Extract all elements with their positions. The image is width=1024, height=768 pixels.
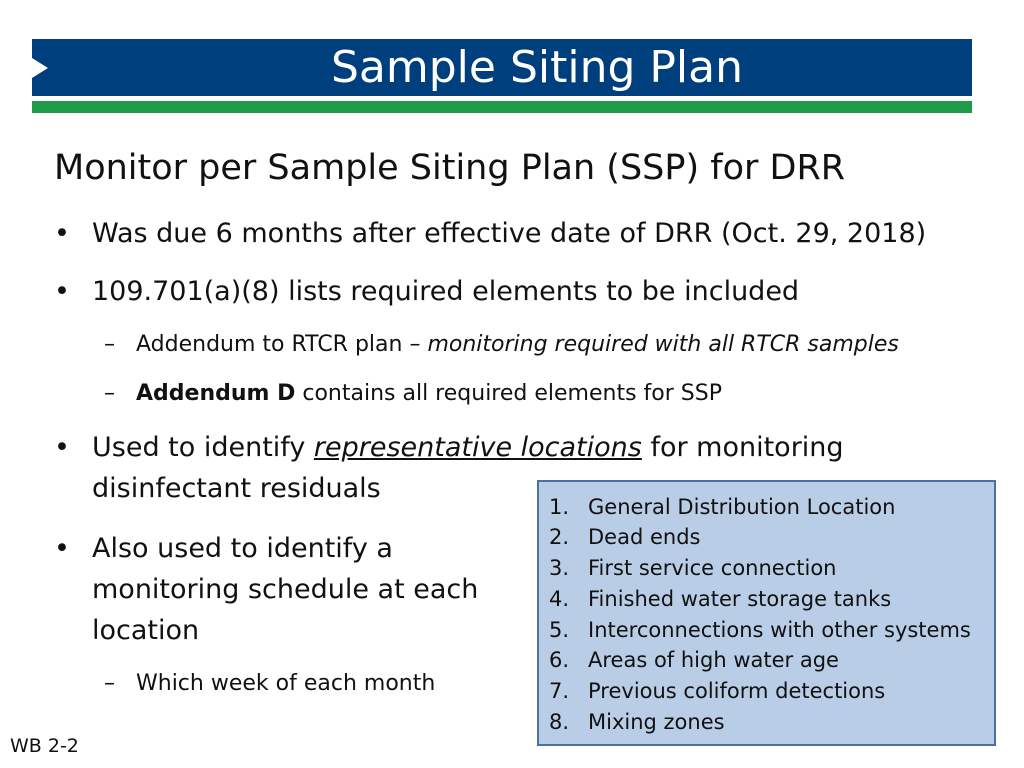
sub-bullet-text: Which week of each month — [136, 671, 436, 696]
sub-bullet-emphasis: monitoring required with all RTCR samples — [427, 332, 899, 357]
title-bar — [32, 39, 972, 96]
bullet-icon: • — [54, 276, 70, 307]
sub-bullet-which-week — [104, 669, 435, 699]
bullet-emphasis: representative locations — [313, 432, 642, 463]
bullet-icon: • — [54, 432, 70, 463]
slide-footer-label: WB 2-2 — [10, 735, 79, 757]
bullet-text: 109.701(a)(8) lists required elements to be included — [92, 276, 800, 307]
bullet-text: monitoring schedule at each — [92, 574, 479, 605]
list-item: 8. Mixing zones — [549, 710, 725, 734]
dash-icon: – — [104, 671, 115, 696]
sub-bullet-addendum-rtcr — [104, 330, 899, 360]
bullet-icon: • — [54, 533, 70, 564]
list-item: 7. Previous coliform detections — [549, 679, 886, 703]
sub-bullet-bold: Addendum D — [136, 381, 296, 406]
bullet-text: Was due 6 months after effective date of DRR (Oct. 29, 2018) — [92, 218, 927, 249]
bullet-text: Also used to identify a — [92, 533, 393, 564]
list-item: 5. Interconnections with other systems — [549, 618, 971, 642]
bullet-text-post: for monitoring — [641, 432, 844, 463]
bullet-text-pre: Used to identify — [92, 432, 314, 463]
bullet-text: location — [92, 615, 200, 646]
bullet-text: disinfectant residuals — [92, 473, 381, 504]
slide-title: Sample Siting Plan — [330, 42, 743, 93]
slide-heading: Monitor per Sample Siting Plan (SSP) for DRR — [54, 148, 846, 188]
dash-icon: – — [104, 332, 115, 357]
list-item: 6. Areas of high water age — [549, 648, 839, 672]
sub-bullet-text: contains all required elements for SSP — [295, 381, 722, 406]
list-item: 4. Finished water storage tanks — [549, 587, 892, 611]
list-item: 1. General Distribution Location — [549, 495, 896, 519]
dash-icon: – — [104, 381, 115, 406]
sub-bullet-text: Addendum to RTCR plan – — [136, 332, 428, 357]
bullet-icon: • — [54, 218, 70, 249]
title-divider — [32, 101, 972, 113]
list-item: 3. First service connection — [549, 556, 837, 580]
bullet-text — [92, 428, 844, 468]
ssp-elements-box — [537, 480, 996, 746]
list-item: 2. Dead ends — [549, 525, 701, 549]
sub-bullet-addendum-d — [104, 379, 722, 409]
